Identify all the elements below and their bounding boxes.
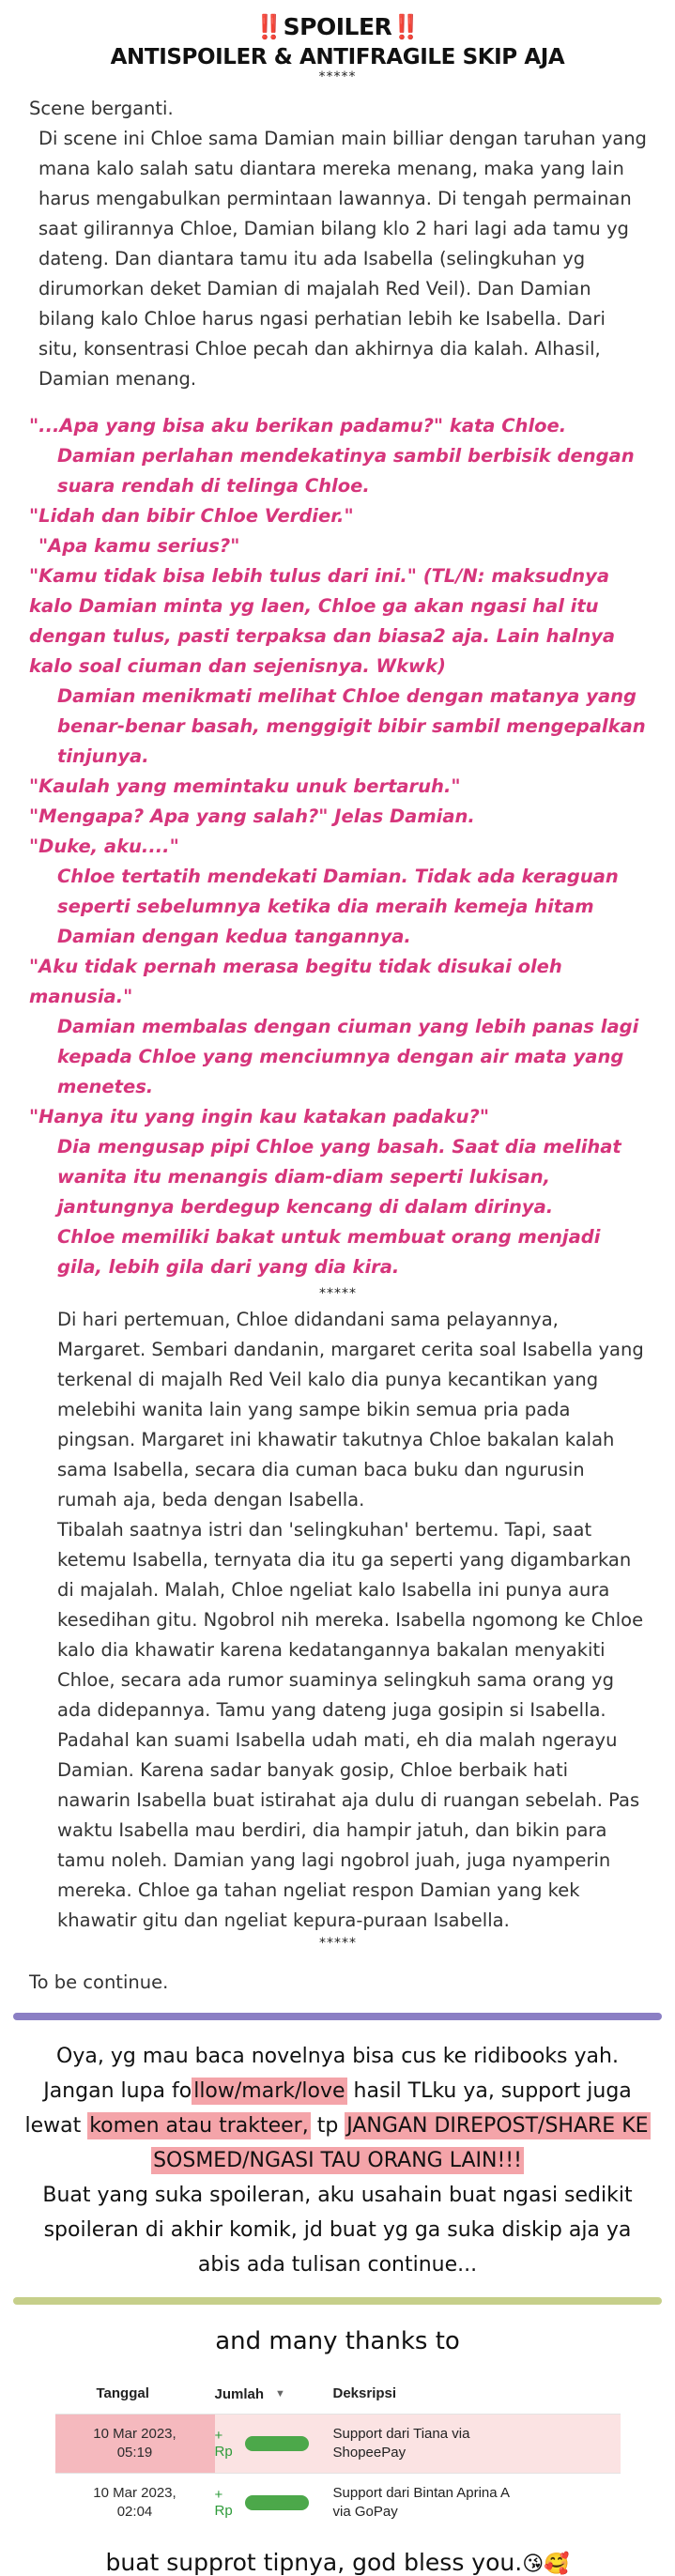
quote: "Kaulah yang memintaku unuk bertaruh." [29,775,461,797]
page-title [0,13,675,41]
separator-stars: ***** [318,69,357,84]
column-desc: Deksripsi [332,2385,397,2401]
column-date[interactable]: Tanggal [96,2385,149,2401]
separator-stars: ***** [319,1286,357,1301]
note-line: Oya, yg mau baca novelnya bisa cus ke ridibooks yah. [56,2045,619,2068]
highlight: SOSMED/NGASI TAU ORANG LAIN!!! [153,2149,522,2172]
quote: Chloe tertatih mendekati Damian. Tidak ada keraguan seperti sebelumnya ketika dia meraih kemeja hitam Damian dengan kedua tangannya. [57,866,619,947]
title-text: SPOILER [283,13,392,40]
quote: "Lidah dan bibir Chloe Verdier." [29,505,354,527]
quote: "Kamu tidak bisa lebih tulus dari ini." (TL/N: maksudnya kalo Damian minta yg laen, Chloe ga akan ngasi hal itu dengan tulus, pasti terpaksa dan biasa2 aja. Lain halnya kalo soal ciuman dan sejenisnya. Wkwk) [29,565,616,677]
table-row [55,2473,621,2532]
quote: Damian perlahan mendekatinya sambil berbisik dengan suara rendah di telinga Chloe. [57,445,635,497]
quote: "...Apa yang bisa aku berikan padamu?" kata Chloe. [29,415,567,437]
kiss-heart-emoji-icon: 😘🥰 [522,2553,570,2576]
header [0,0,675,84]
date-cell: 10 Mar 2023, 05:19 [55,2415,215,2473]
continue-text: To be continue. [29,1971,169,1993]
highlight: JANGAN DIREPOST/SHARE KE [346,2114,649,2138]
exclamation-icon: ‼️ [254,13,284,40]
column-amount[interactable]: Jumlah ▼ [214,2385,285,2402]
quote: "Duke, aku...." [29,836,179,857]
desc-cell: Support dari Tiana via ShopeePay [332,2426,470,2461]
exclamation-icon: ‼️ [391,13,421,40]
date-cell: 10 Mar 2023, 02:04 [93,2485,176,2520]
note-line [11,2143,664,2178]
quote: Dia mengusap pipi Chloe yang basah. Saat dia melihat wanita itu menangis diam-diam seperti lukisan, jantungnya berdegup kencang di dalam dirinya. [57,1136,621,1218]
table-row [55,2414,621,2473]
paragraph: Scene berganti. [29,98,174,119]
quote: Chloe memiliki bakat untuk membuat orang menjadi gila, lebih gila dari yang dia kira. [57,1226,601,1278]
table-header [55,2374,621,2414]
divider [13,2297,662,2305]
support-table [55,2374,621,2532]
quote: Damian membalas dengan ciuman yang lebih panas lagi kepada Chloe yang menciumnya dengan air mata yang menetes. [57,1016,639,1097]
redacted-amount [245,2436,309,2451]
paragraph: Tibalah saatnya istri dan 'selingkuhan' bertemu. Tapi, saat ketemu Isabella, ternyata dia itu ga seperti yang digambarkan di majalah. Malah, Chloe ngeliat kalo Isabella ini punya aura kesedihan gitu. Ngobrol nih mereka. Isabella ngomong ke Chloe kalo dia khawatir karena kedatangannya bakalan menyakiti Chloe, secara ada rumor suaminya selingkuh sama orang yg ada didepannya. Tamu yang dateng juga gosipin si Isabella. Padahal kan suami Isabella udah mati, eh dia malah ngerayu Damian. Karena sadar banyak gosip, Chloe berbaik hati nawarin Isabella buat istirahat aja dulu di ruangan sebelah. Pas waktu Isabella mau berdiri, dia hampir jatuh, dan bikin para tamu noleh. Damian yang lagi ngobrol juah, juga nyamperin mereka. Chloe ga tahan ngeliat respon Damian yang kek khawatir gitu dan ngeliat kepura-puraan Isabella. [57,1519,644,1931]
translator-note [0,2020,675,2282]
note-line: abis ada tulisan continue... [197,2253,478,2277]
note-line: spoileran di akhir komik, jd buat yg ga suka diskip aja ya [43,2218,632,2242]
desc-cell: Support dari Bintan Aprina A via GoPay [332,2485,510,2520]
thanks-heading: and many thanks to [215,2327,460,2355]
quote: "Aku tidak pernah merasa begitu tidak disukai oleh manusia." [29,956,562,1007]
story-content [0,94,675,1998]
amount-cell: + Rp [215,2428,309,2460]
note-line: Jangan lupa follow/mark/love hasil TLku ya, support juga [43,2079,632,2103]
highlight: llow/mark/love [193,2079,345,2103]
subtitle: ANTISPOILER & ANTIFRAGILE SKIP AJA [110,45,565,69]
paragraph: Di hari pertemuan, Chloe didandani sama pelayannya, Margaret. Sembari dandanin, margaret cerita soal Isabella yang terkenal di majalh Red Veil kalo dia punya kecantikan yang melebihi wanita lain yang sampe bikin semua pria pada pingsan. Margaret ini khawatir takutnya Chloe bakalan kalah sama Isabella, secara dia cuman baca buku dan ngurusin rumah aja, beda dengan Isabella. [57,1309,644,1510]
note-line: lewat komen atau trakteer, tp JANGAN DIREPOST/SHARE KE [24,2114,649,2138]
quote: Damian menikmati melihat Chloe dengan matanya yang benar-benar basah, menggigit bibir sambil mengepalkan tinjunya. [57,685,646,767]
separator-stars: ***** [319,1936,357,1951]
divider [13,2013,662,2020]
footer-message: buat supprot tipnya, god bless you.😘🥰 [105,2549,570,2576]
paragraph: Di scene ini Chloe sama Damian main billiar dengan taruhan yang mana kalo salah satu diantara mereka menang, maka yang lain harus mengabulkan permintaan lawannya. Di tengah permainan saat gilirannya Chloe, Damian bilang klo 2 hari lagi ada tamu yg dateng. Dan diantara tamu itu ada Isabella (selingkuhan yg dirumorkan deket Damian di majalah Red Veil). Dan Damian bilang kalo Chloe harus ngasi perhatian lebih ke Isabella. Dari situ, konsentrasi Chloe pecah dan akhirnya dia kalah. Alhasil, Damian menang. [38,128,647,390]
highlight: komen atau trakteer, [89,2114,309,2138]
amount-cell: + Rp [215,2487,309,2519]
redacted-amount [245,2495,309,2510]
quote: "Apa kamu serius?" [38,535,240,557]
sort-caret-icon: ▼ [275,2388,285,2400]
quote: "Hanya itu yang ingin kau katakan padaku?" [29,1106,489,1127]
quote: "Mengapa? Apa yang salah?" Jelas Damian. [29,805,475,827]
note-line: Buat yang suka spoileran, aku usahain buat ngasi sedikit [42,2184,633,2207]
